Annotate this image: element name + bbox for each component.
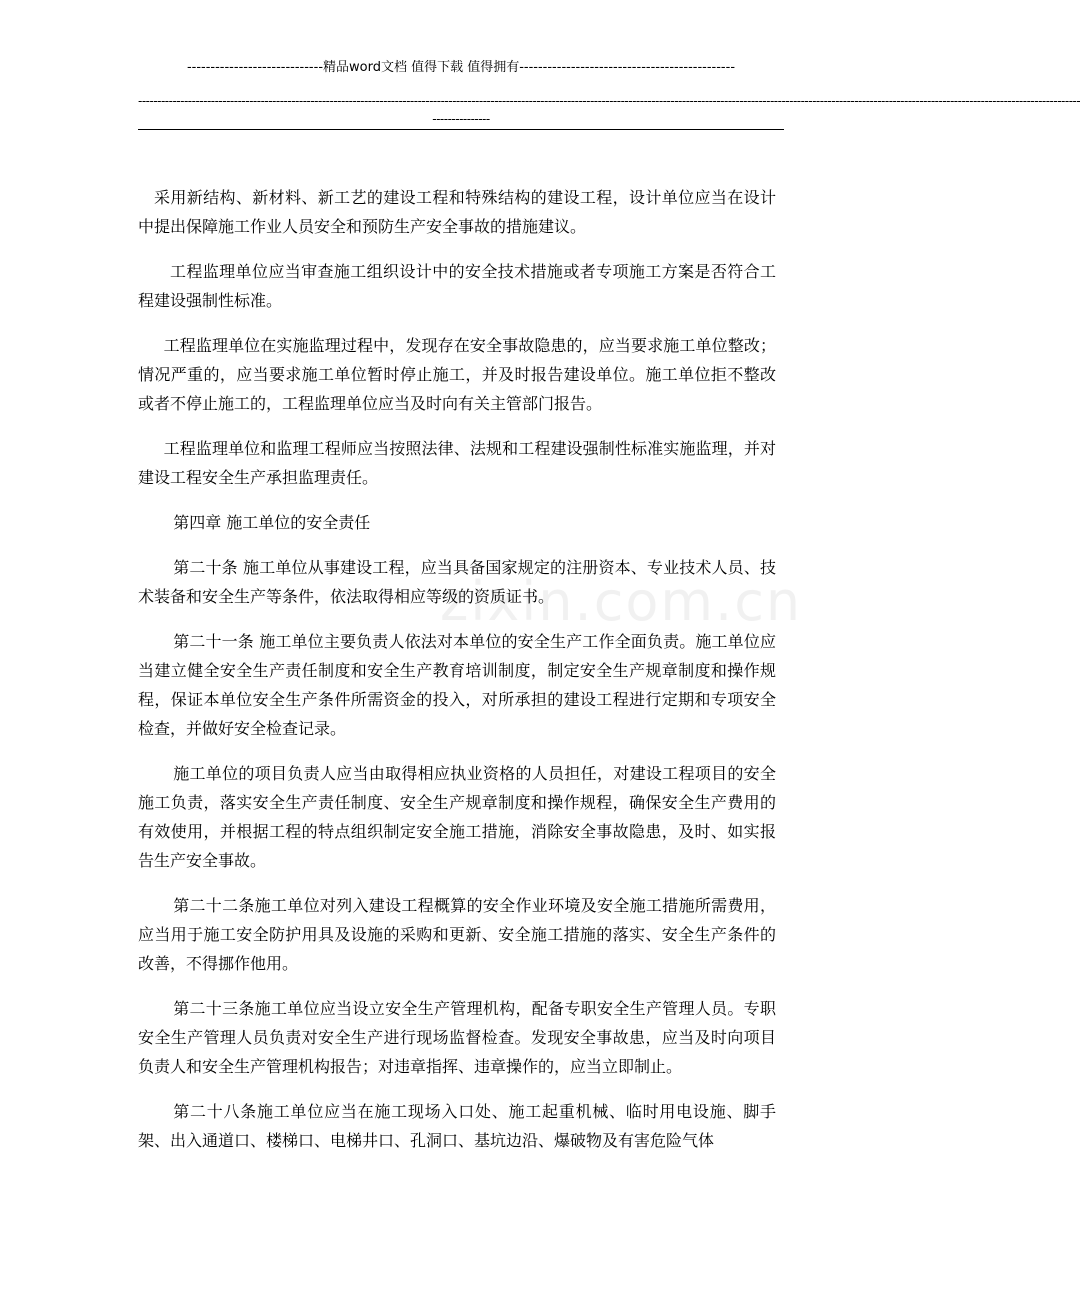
paragraph: 施工单位的项目负责人应当由取得相应执业资格的人员担任，对建设工程项目的安全施工负责，落实安全生产责任制度、安全生产规章制度和操作规程，确保安全生产费用的有效使用，并根据工程的特点组织制定安全施工措施，消除安全事故隐患，及时、如实报告生产安全事故。: [138, 764, 776, 870]
header-banner: -----------------------------精品word文档 值得下载 值得拥有----------------------------------------------: [186, 60, 736, 75]
paragraph: 第二十三条施工单位应当设立安全生产管理机构，配备专职安全生产管理人员。专职安全生产管理人员负责对安全生产进行现场监督检查。发现安全事故患，应当及时向项目负责人和安全生产管理机构报告；对违章指挥、违章操作的，应当立即制止。: [138, 999, 776, 1076]
paragraph: 第四章 施工单位的安全责任: [173, 513, 371, 532]
paragraph: 第二十八条施工单位应当在施工现场入口处、施工起重机械、临时用电设施、脚手架、出入通道口、楼梯口、电梯井口、孔洞口、基坑边沿、爆破物及有害危险气体: [138, 1102, 776, 1150]
paragraph: 第二十二条施工单位对列入建设工程概算的安全作业环境及安全施工措施所需费用，应当用于施工安全防护用具及设施的采购和更新、安全施工措施的落实、安全生产条件的改善，不得挪作他用。: [138, 896, 776, 973]
paragraph: 第二十条 施工单位从事建设工程，应当具备国家规定的注册资本、专业技术人员、技术装备和安全生产等条件，依法取得相应等级的资质证书。: [138, 558, 776, 606]
header-rule: [138, 129, 784, 130]
watermark: zixin.com.cn: [440, 570, 803, 633]
header-dash-line-tail: ---------------: [432, 112, 490, 126]
paragraph: 工程监理单位在实施监理过程中，发现存在安全事故隐患的，应当要求施工单位整改；情况严重的，应当要求施工单位暂时停止施工，并及时报告建设单位。施工单位拒不整改或者不停止施工的，工程监理单位应当及时向有关主管部门报告。: [138, 336, 776, 413]
paragraph: 工程监理单位和监理工程师应当按照法律、法规和工程建设强制性标准实施监理，并对建设工程安全生产承担监理责任。: [138, 439, 776, 487]
paragraph: 采用新结构、新材料、新工艺的建设工程和特殊结构的建设工程，设计单位应当在设计中提出保障施工作业人员安全和预防生产安全事故的措施建议。: [138, 188, 776, 236]
paragraph: 工程监理单位应当审查施工组织设计中的安全技术措施或者专项施工方案是否符合工程建设强制性标准。: [138, 262, 776, 310]
header-dash-line: ------------------------------------------------------------------------------------------------------------------------------------------------------------------------------------------------------------------------------------------------------: [138, 94, 1080, 108]
paragraph: 第二十一条 施工单位主要负责人依法对本单位的安全生产工作全面负责。施工单位应当建立健全安全生产责任制度和安全生产教育培训制度，制定安全生产规章制度和操作规程，保证本单位安全生产条件所需资金的投入，对所承担的建设工程进行定期和专项安全检查，并做好安全检查记录。: [138, 632, 776, 738]
document-body: [138, 183, 776, 1171]
